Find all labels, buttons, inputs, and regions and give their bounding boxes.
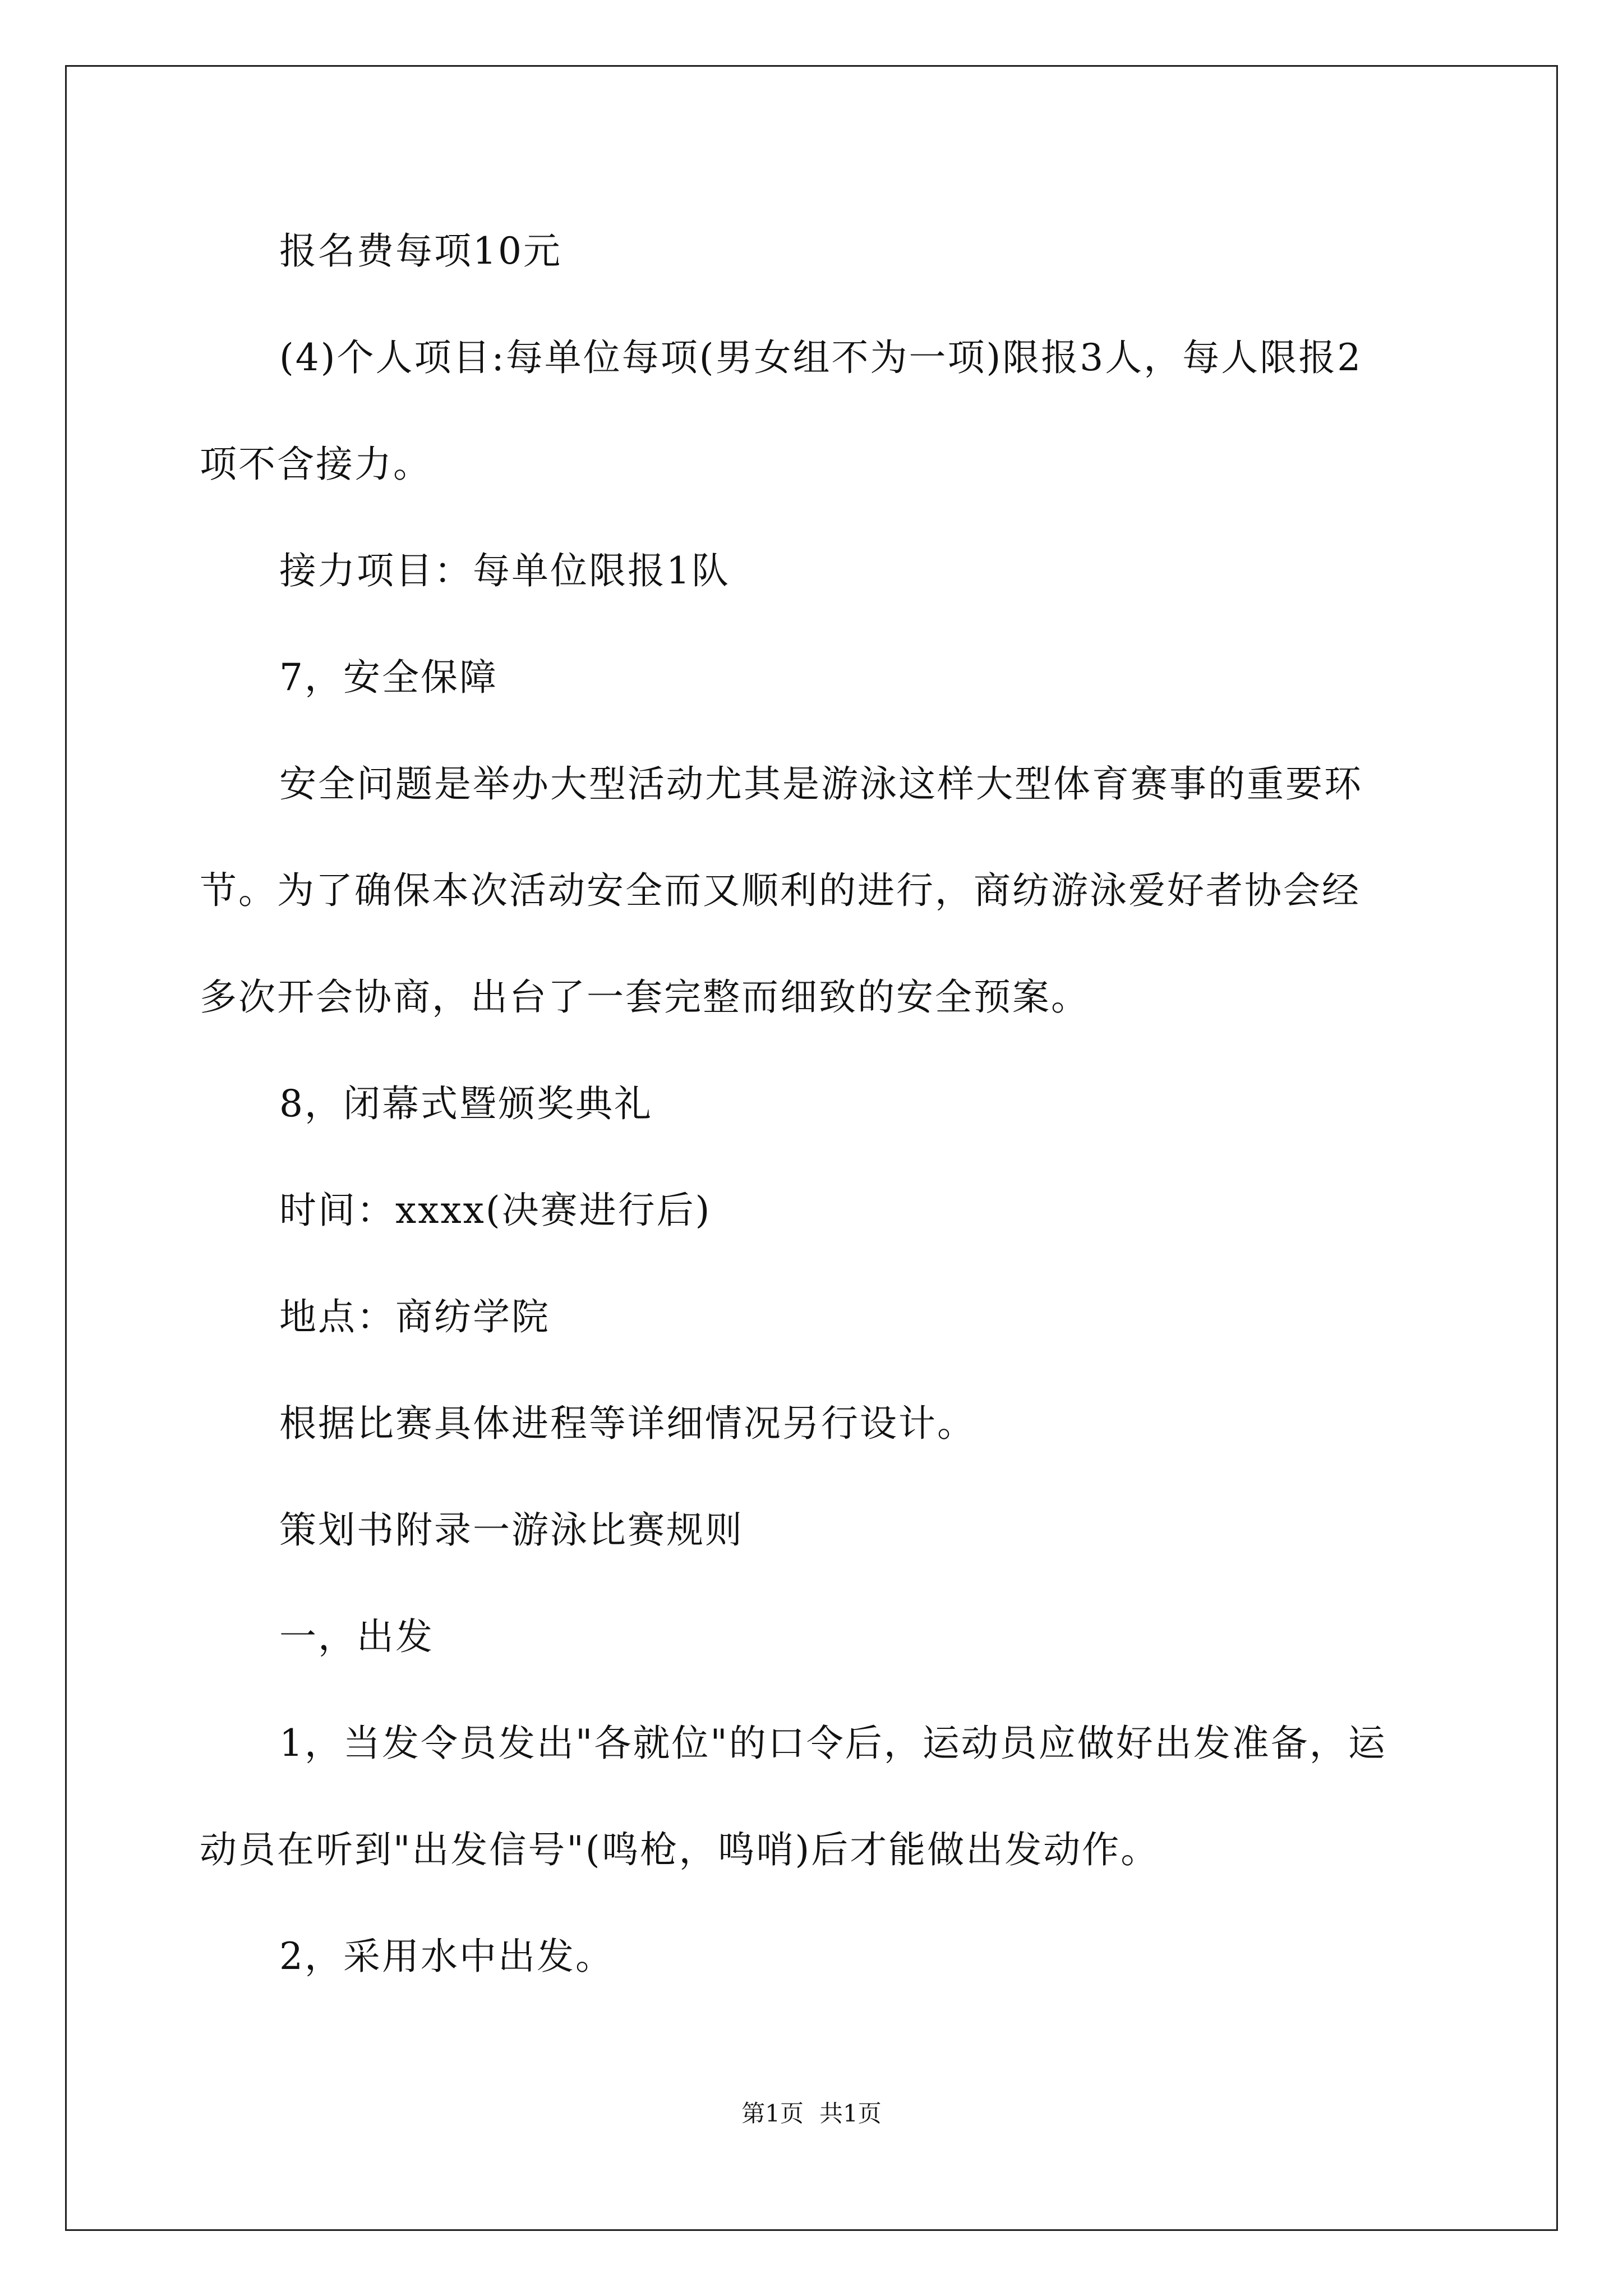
paragraph-time: 时间：xxxx(决赛进行后): [279, 1189, 712, 1232]
paragraph-location: 地点：商纺学院: [279, 1295, 550, 1338]
page-footer: [0, 2097, 1623, 2131]
paragraph-registration-fee: 报名费每项10元: [279, 229, 562, 273]
paragraph-relay-events: 接力项目：每单位限报1队: [279, 549, 730, 592]
page-border: [65, 65, 1558, 2231]
paragraph-start-rule2: 2，采用水中出发。: [279, 1935, 614, 1978]
paragraph-start-rule1-line1: 1，当发令员发出"各就位"的口令后，运动员应做好出发准备，运: [279, 1722, 1387, 1765]
paragraph-individual-events: (4)个人项目:每单位每项(男女组不为一项)限报3人，每人限报2: [279, 336, 1363, 379]
paragraph-start-rule1-line2: 动员在听到"出发信号"(鸣枪，鸣哨)后才能做出发动作。: [200, 1828, 1160, 1871]
paragraph-individual-events-cont: 项不含接力。: [200, 443, 432, 486]
paragraph-safety-line3: 多次开会协商，出台了一套完整而细致的安全预案。: [200, 976, 1090, 1019]
paragraph-safety-line2: 节。为了确保本次活动安全而又顺利的进行，商纺游泳爱好者协会经: [200, 869, 1361, 912]
heading-appendix: 策划书附录一游泳比赛规则: [279, 1508, 744, 1552]
heading-start: 一，出发: [279, 1615, 434, 1658]
heading-closing-ceremony: 8，闭幕式暨颁奖典礼: [279, 1082, 653, 1125]
page-total: 共1页: [819, 2100, 882, 2127]
page-number: 第1页: [741, 2100, 804, 2127]
heading-safety: 7，安全保障: [279, 656, 498, 699]
paragraph-safety-line1: 安全问题是举办大型活动尤其是游泳这样大型体育赛事的重要环: [279, 762, 1363, 806]
paragraph-design-note: 根据比赛具体进程等详细情况另行设计。: [279, 1402, 976, 1445]
